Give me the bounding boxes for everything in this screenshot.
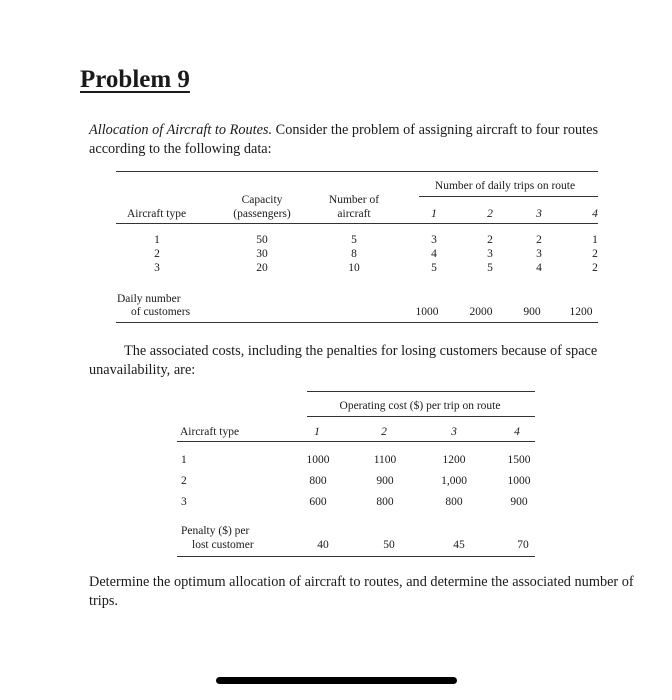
trips-value: 1 [592,234,598,246]
cost-value: 900 [376,475,394,487]
table2-top-rule [307,391,535,392]
penalty-route-1: 40 [317,539,329,551]
table1-header-rule [116,223,598,224]
daily-customers-route-2: 2000 [469,306,493,318]
trips-value: 5 [431,262,437,274]
cost-value: 1100 [373,454,397,466]
cost-value: 1000 [306,454,330,466]
capacity-header-line1: Capacity [241,194,283,206]
cost-value: 600 [309,496,327,508]
penalty-route-2: 50 [383,539,395,551]
cost-type-value: 3 [181,496,187,508]
cost-value: 1200 [442,454,466,466]
daily-customers-label-line2: of customers [131,306,191,318]
table2-group-rule [307,416,535,417]
trips-route-1-column [431,233,437,275]
table1-group-rule [419,196,598,197]
intro-text: Consider the problem of assigning aircraft to four routes according to the following data: [89,122,599,157]
penalty-label-line1: Penalty ($) per [181,525,250,537]
cost-value: 1500 [507,454,531,466]
aircraft-type-value: 1 [154,234,160,246]
trips-value: 2 [536,234,542,246]
trips-value: 4 [431,248,437,260]
capacity-value: 20 [256,262,268,274]
capacity-value: 30 [256,248,268,260]
route-header-1: 1 [431,208,437,220]
cost-route-header-1: 1 [314,426,320,438]
trips-value: 3 [487,248,493,260]
cost-value: 800 [445,496,463,508]
route-header-3: 3 [536,208,542,220]
capacity-value: 50 [256,234,268,246]
table2-aircraft-type-header: Aircraft type [180,426,240,438]
cost-value: 1,000 [441,475,467,487]
table2-header-rule [177,441,535,442]
aircraft-type-value: 3 [154,262,160,274]
aircraft-count-header-line1: Number of [328,194,380,206]
trips-value: 4 [536,262,542,274]
cost-type-value: 1 [181,454,187,466]
operating-cost-header: Operating cost ($) per trip on route [339,400,501,412]
trips-value: 2 [487,234,493,246]
route-header-4: 4 [592,208,598,220]
daily-customers-route-1: 1000 [415,306,439,318]
table1-top-rule [116,171,598,172]
table2-bottom-rule [177,556,535,557]
table1-bottom-rule [116,322,598,323]
trips-value: 5 [487,262,493,274]
cost-type-value: 2 [181,475,187,487]
capacity-header-line2: (passengers) [233,208,291,220]
aircraft-count-header-line2: aircraft [337,208,371,220]
cost-route-header-3: 3 [451,426,457,438]
trips-route-2-column [487,233,493,275]
aircraft-type-value: 2 [154,248,160,260]
cost-value: 900 [510,496,528,508]
final-question-paragraph: Determine the optimum allocation of aircraft to routes, and determine the associated number of trips. [89,574,634,609]
home-indicator[interactable] [216,677,457,684]
trips-value: 2 [592,248,598,260]
penalty-route-4: 70 [517,539,529,551]
penalty-label-line2: lost customer [192,539,254,551]
route-header-2: 2 [487,208,493,220]
trips-header: Number of daily trips on route [434,180,576,192]
trips-value: 2 [592,262,598,274]
costs-intro-paragraph: The associated costs, including the penalties for losing customers because of space unavailability, are: [89,343,598,378]
aircraft-count-value: 5 [351,234,357,246]
aircraft-count-value: 8 [351,248,357,260]
aircraft-type-column [154,233,160,275]
trips-route-3-column [536,233,542,275]
cost-value: 1000 [507,475,531,487]
trips-value: 3 [431,234,437,246]
penalty-route-3: 45 [453,539,465,551]
cost-route-header-4: 4 [514,426,520,438]
trips-route-4-column [592,233,598,275]
aircraft-count-value: 10 [348,262,360,274]
daily-customers-route-4: 1200 [569,306,593,318]
cost-route-header-2: 2 [381,426,387,438]
trips-value: 3 [536,248,542,260]
daily-customers-route-3: 900 [523,306,541,318]
intro-heading: Allocation of Aircraft to Routes. [89,122,273,138]
problem-title: Problem 9 [80,66,190,93]
cost-value: 800 [376,496,394,508]
intro-paragraph [89,121,634,159]
cost-value: 800 [309,475,327,487]
capacity-column [256,233,268,275]
daily-customers-label-line1: Daily number [117,293,181,305]
aircraft-type-header: Aircraft type [127,208,187,220]
aircraft-count-column [348,233,360,275]
